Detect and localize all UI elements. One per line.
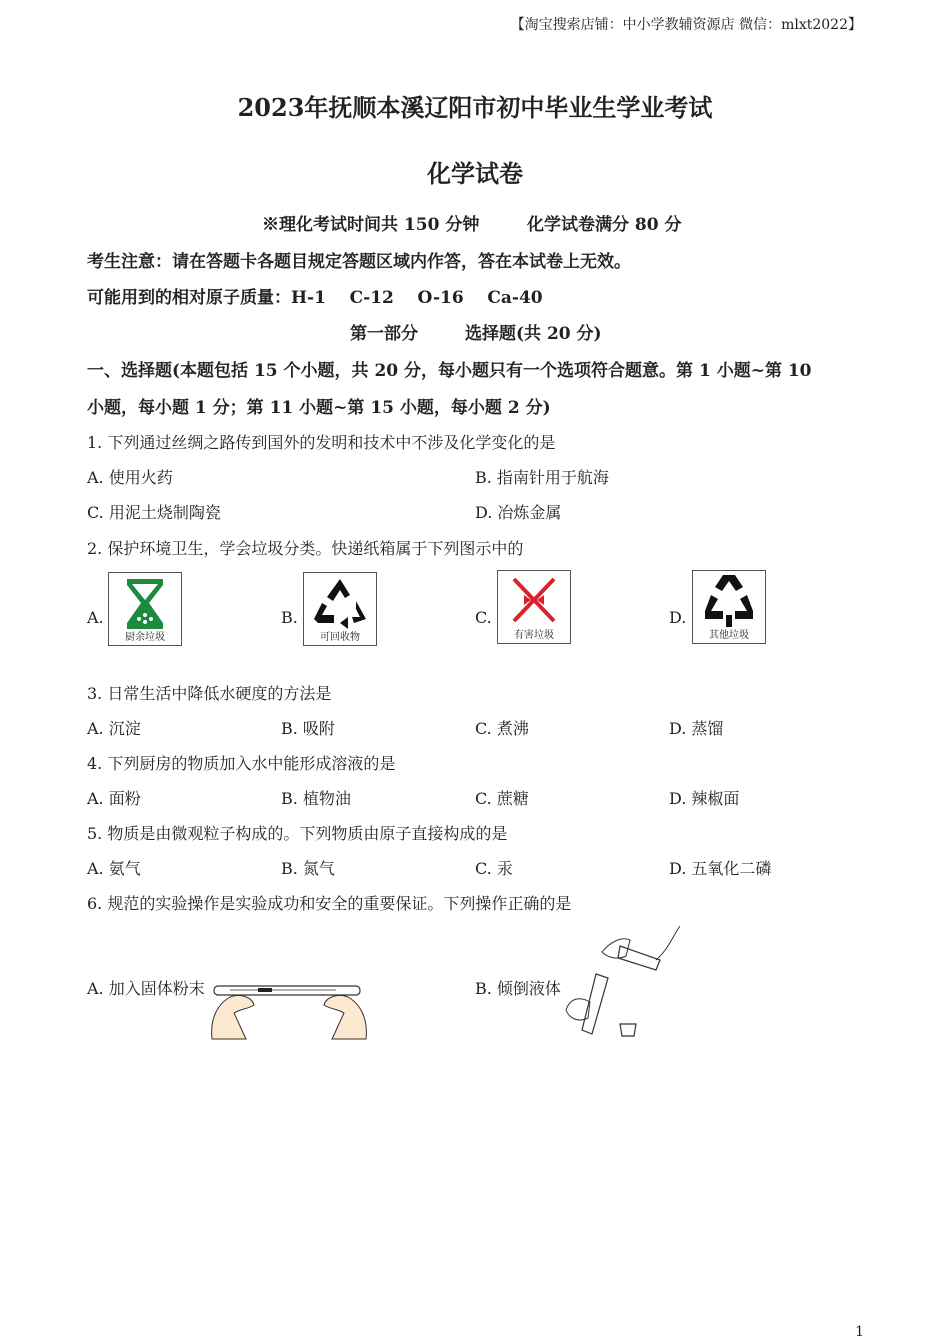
- exam-score: 化学试卷满分 80 分: [527, 215, 682, 235]
- atomic-mass: 可能用到的相对原子质量：H-1 C-12 O-16 Ca-40: [87, 288, 543, 308]
- q2-option-a-label: A.: [87, 608, 104, 627]
- question-1-stem: 1. 下列通过丝绸之路传到国外的发明和技术中不涉及化学变化的是: [87, 433, 556, 452]
- other-waste-caption: 其他垃圾: [709, 630, 749, 641]
- q1-option-d: D. 冶炼金属: [475, 503, 562, 522]
- q5-option-b: B. 氮气: [281, 859, 335, 878]
- question-5-stem: 5. 物质是由微观粒子构成的。下列物质由原子直接构成的是: [87, 824, 508, 843]
- q3-option-c: C. 煮沸: [475, 719, 529, 738]
- q6-option-a: A. 加入固体粉末: [87, 979, 205, 998]
- exam-title: 2023年抚顺本溪辽阳市初中毕业生学业考试: [237, 93, 713, 122]
- q3-option-a: A. 沉淀: [87, 719, 141, 738]
- notice: 考生注意：请在答题卡各题目规定答题区域内作答，答在本试卷上无效。: [87, 252, 631, 272]
- exam-time: ※理化考试时间共 150 分钟: [262, 215, 480, 235]
- part1-name: 第一部分: [350, 324, 418, 344]
- section1-instructions-line2: 小题，每小题 1 分；第 11 小题~第 15 小题，每小题 2 分): [87, 398, 551, 418]
- part1-desc: 选择题(共 20 分): [465, 324, 602, 344]
- q5-option-c: C. 汞: [475, 859, 513, 878]
- recyclable-icon: [303, 572, 377, 646]
- pour-liquid-illustration: [560, 922, 684, 1042]
- question-6-stem: 6. 规范的实验操作是实验成功和安全的重要保证。下列操作正确的是: [87, 894, 572, 913]
- q5-option-d: D. 五氧化二磷: [669, 859, 772, 878]
- q1-option-a: A. 使用火药: [87, 468, 173, 487]
- header-note: 【淘宝搜索店铺：中小学教辅资源店 微信：mlxt2022】: [510, 17, 862, 33]
- recyclable-caption: 可回收物: [320, 632, 360, 643]
- exam-subtitle: 化学试卷: [427, 159, 523, 188]
- q5-option-a: A. 氨气: [87, 859, 141, 878]
- q2-option-c-label: C.: [475, 608, 492, 627]
- hazardous-waste-icon: [497, 570, 571, 644]
- question-4-stem: 4. 下列厨房的物质加入水中能形成溶液的是: [87, 754, 396, 773]
- q2-option-d-label: D.: [669, 608, 687, 627]
- q4-option-c: C. 蔗糖: [475, 789, 529, 808]
- q6-option-b: B. 倾倒液体: [475, 979, 561, 998]
- question-2-stem: 2. 保护环境卫生，学会垃圾分类。快递纸箱属于下列图示中的: [87, 539, 524, 558]
- question-3-stem: 3. 日常生活中降低水硬度的方法是: [87, 684, 332, 703]
- other-waste-icon: [692, 570, 766, 644]
- add-powder-illustration: [208, 975, 370, 1041]
- q4-option-d: D. 辣椒面: [669, 789, 740, 808]
- q4-option-b: B. 植物油: [281, 789, 351, 808]
- q1-option-b: B. 指南针用于航海: [475, 468, 609, 487]
- kitchen-waste-caption: 厨余垃圾: [125, 632, 165, 643]
- q3-option-b: B. 吸附: [281, 719, 335, 738]
- q1-option-c: C. 用泥土烧制陶瓷: [87, 503, 221, 522]
- q2-option-b-label: B.: [281, 608, 298, 627]
- hazardous-waste-caption: 有害垃圾: [514, 630, 554, 641]
- page-number: 1: [855, 1324, 864, 1340]
- q4-option-a: A. 面粉: [87, 789, 141, 808]
- section1-instructions-line1: 一、选择题(本题包括 15 个小题，共 20 分，每小题只有一个选项符合题意。第 1 小题~第 10: [87, 361, 812, 381]
- kitchen-waste-icon: [108, 572, 182, 646]
- q3-option-d: D. 蒸馏: [669, 719, 724, 738]
